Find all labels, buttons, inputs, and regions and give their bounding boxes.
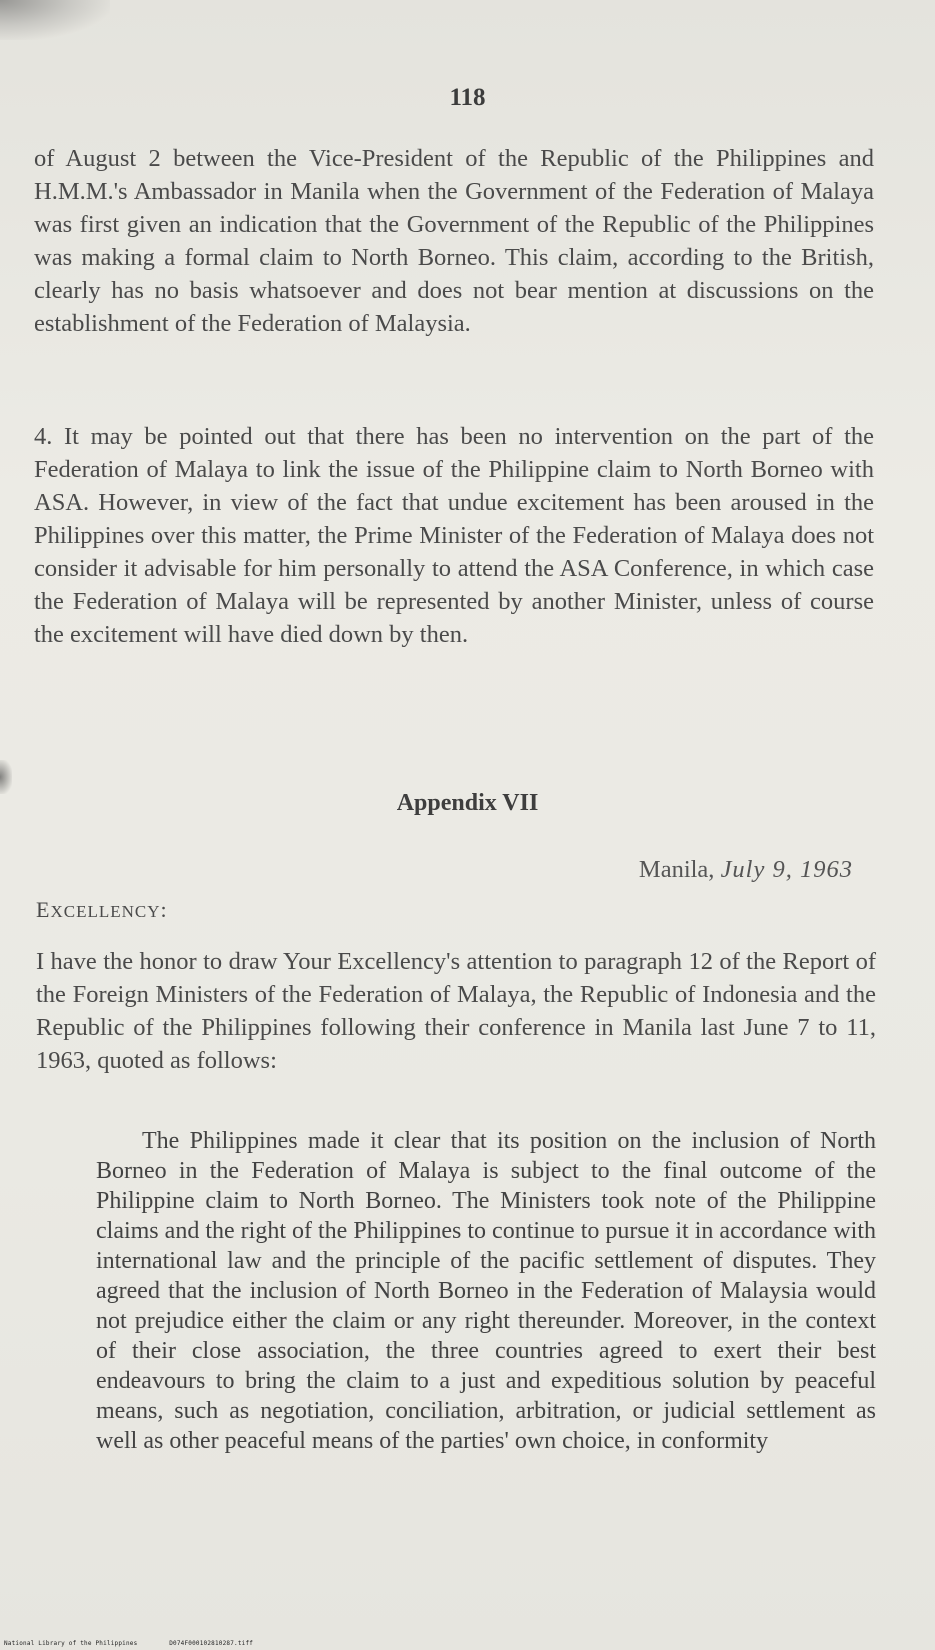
scan-corner-shadow bbox=[0, 0, 110, 40]
letter-paragraph: I have the honor to draw Your Excellency's attention to paragraph 12 of the Report of the Foreign Ministers of the Federation of Malaya, the Republic of Indonesia and the Republic of the Philippines following their conference in Manila last June 7 to 11, 1963, quoted as follows: bbox=[36, 948, 876, 1074]
appendix-heading: Appendix VII bbox=[396, 790, 539, 816]
dateline-place: Manila, bbox=[638, 856, 715, 883]
salutation-initial: E bbox=[36, 897, 51, 922]
dateline-date: July 9, 1963 bbox=[720, 856, 853, 883]
salutation-rest: XCELLENCY bbox=[50, 902, 161, 921]
body-paragraph-4: 4. It may be pointed out that there has been no intervention on the part of the Federation of Malaya to link the issue of the Philippine claim to North Borneo with ASA. However, in view of the fact that undue excitement has been aroused in the Philippines over this matter, the Prime Minister of the Federation of Malaya does not consider it advisable for him personally to attend the ASA Conference, in which case the Federation of Malaya will be represented by another Minister, unless of course the excitement will have died down by then. bbox=[34, 423, 874, 648]
scan-footer bbox=[4, 1640, 281, 1647]
footer-library: National Library of the Philippines bbox=[4, 1640, 138, 1647]
quoted-passage: The Philippines made it clear that its position on the inclusion of North Borneo in the Federation of Malaya is subject to the final outcome of the Philippine claim to North Borneo. The Ministers took note of the Philippine claims and the right of the Philippines to continue to pursue it in accordance with international law and the principle of the pacific settlement of disputes. They agreed that the inclusion of North Borneo in the Federation of Malaysia would not prejudice either the claim or any right thereunder. Moreover, in the context of their close association, the three countries agreed to exert their best endeavours to bring the claim to a just and expeditious solution by peaceful means, such as negotiation, conciliation, arbitration, or judicial settlement as well as other peaceful means of the parties' own choice, in conformity bbox=[96, 1128, 876, 1454]
page-number: 118 bbox=[449, 84, 486, 111]
letter-salutation bbox=[36, 897, 168, 923]
footer-file: D074F000102810287.tiff bbox=[169, 1640, 254, 1647]
salutation-punct: : bbox=[160, 897, 168, 922]
body-paragraph-continued: of August 2 between the Vice-President of the Republic of the Philippines and H.M.M.'s Ambassador in Manila when the Government of the Federation of Malaya was first given an indication that the Government of the Republic of the Philippines was making a formal claim to North Borneo. This claim, according to the British, clearly has no basis whatsoever and does not bear mention at discussions on the establishment of the Federation of Malaysia. bbox=[34, 145, 874, 337]
scan-edge-mark bbox=[0, 760, 12, 794]
letter-dateline bbox=[639, 856, 853, 884]
